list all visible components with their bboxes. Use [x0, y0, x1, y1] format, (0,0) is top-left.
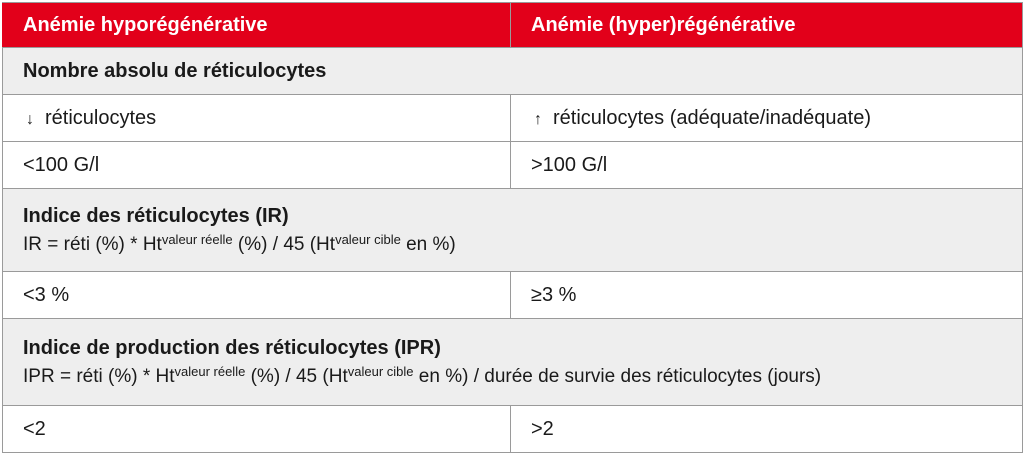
- section-absolute-count: [3, 48, 1023, 95]
- header-hyporegenerative: Anémie hyporégénérative: [3, 3, 511, 48]
- table-row: [3, 272, 1023, 319]
- cell-value: >100 G/l: [511, 142, 1023, 189]
- table-row: [3, 142, 1023, 189]
- reticulocyte-table: [2, 2, 1023, 453]
- formula-superscript: valeur cible: [335, 231, 401, 247]
- cell-text: réticulocytes (adéquate/inadéquate): [553, 106, 871, 129]
- formula-part: IPR = réti (%) * Ht: [23, 365, 175, 387]
- formula-part: (%) / 45 (Ht: [232, 233, 336, 255]
- formula-superscript: valeur réelle: [174, 363, 246, 379]
- formula-part: IR = réti (%) * Ht: [23, 233, 162, 255]
- down-arrow-icon: ↓: [26, 110, 34, 128]
- formula-part: en %): [400, 233, 456, 255]
- formula-superscript: valeur réelle: [161, 231, 233, 247]
- cell-text: réticulocytes: [45, 106, 157, 129]
- header-row: [3, 3, 1023, 48]
- formula-ipr: [23, 364, 1002, 388]
- section-title-ipr: Indice de production des réticulocytes (IPR): [23, 336, 441, 359]
- cell-value: <100 G/l: [3, 142, 511, 189]
- cell-value: <2: [3, 406, 511, 453]
- cell-value: <3 %: [3, 272, 511, 319]
- cell-value: >2: [511, 406, 1023, 453]
- section-title-ir: Indice des réticulocytes (IR): [23, 204, 289, 227]
- table-row: [3, 95, 1023, 142]
- formula-ir: [23, 232, 1002, 256]
- cell-decreased-reticulocytes: [3, 95, 511, 142]
- section-title-absolute: Nombre absolu de réticulocytes: [3, 48, 1023, 95]
- up-arrow-icon: ↑: [534, 110, 542, 128]
- formula-superscript: valeur cible: [347, 363, 414, 379]
- formula-part: (%) / 45 (Ht: [245, 365, 348, 387]
- section-ir-cell: [3, 189, 1023, 272]
- section-ipr-cell: [3, 319, 1023, 406]
- cell-value: ≥3 %: [511, 272, 1023, 319]
- header-hyperregenerative: Anémie (hyper)régénérative: [511, 3, 1023, 48]
- cell-increased-reticulocytes: [511, 95, 1023, 142]
- section-production-index: [3, 319, 1023, 406]
- formula-part: en %) / durée de survie des réticulocytes (jours): [413, 365, 822, 387]
- section-reticulocyte-index: [3, 189, 1023, 272]
- table-row: [3, 406, 1023, 453]
